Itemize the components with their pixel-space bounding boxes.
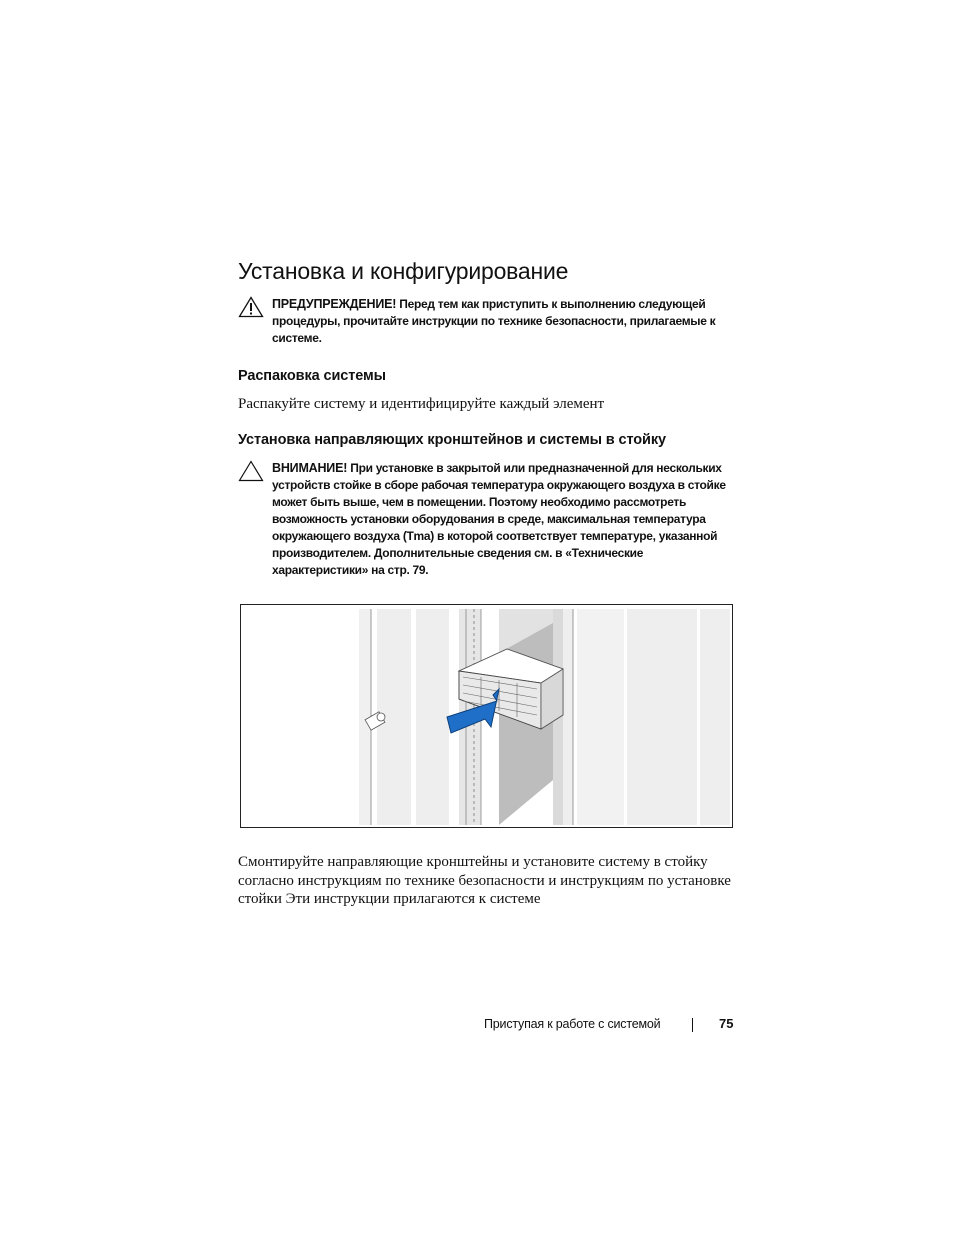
unpack-heading: Распаковка системы bbox=[238, 368, 386, 384]
rack-panel bbox=[416, 609, 449, 825]
caution-triangle-icon bbox=[238, 460, 264, 482]
warning-triangle-icon bbox=[238, 296, 264, 318]
rack-illustration bbox=[241, 605, 733, 828]
caution-text: При установке в закрытой или предназначенной для нескольких устройств стойке в сборе рабочая температура окружающего воздуха в стойке может быть выше, чем в помещении. Поэтому необходимо рассмотреть возможность установки оборудования в среде, максимальная температура окружающего воздуха (Tma) в которой соответствует температуре, указанной производителем. Дополнительные сведения см. в «Технические характеристики» на стр. 79. bbox=[272, 461, 726, 577]
unpack-text: Распакуйте систему и идентифицируйте каждый элемент bbox=[238, 396, 605, 412]
caution-note bbox=[238, 460, 738, 579]
footer-separator bbox=[692, 1018, 693, 1032]
page-number: 75 bbox=[719, 1016, 734, 1031]
rack-instruction: Смонтируйте направляющие кронштейны и установите систему в стойку согласно инструкциям по технике безопасности и инструкциям по установке стойки Эти инструкции прилагаются к системе bbox=[238, 854, 731, 907]
warning-label: ПРЕДУПРЕЖДЕНИЕ! bbox=[272, 297, 397, 311]
warning-text: Перед тем как приступить к выполнению следующей процедуры, прочитайте инструкции по технике безопасности, прилагаемые к системе. bbox=[272, 297, 716, 345]
caution-label: ВНИМАНИЕ! bbox=[272, 461, 348, 475]
rack-heading: Установка направляющих кронштейнов и системы в стойку bbox=[238, 432, 666, 448]
footer-title: Приступая к работе с системой bbox=[484, 1017, 661, 1031]
rack-installation-figure bbox=[240, 604, 733, 828]
warning-note bbox=[238, 296, 738, 347]
rack-panel bbox=[627, 609, 697, 825]
rack-panel bbox=[577, 609, 624, 825]
page-title: Установка и конфигурирование bbox=[238, 258, 569, 284]
rack-panel bbox=[700, 609, 730, 825]
